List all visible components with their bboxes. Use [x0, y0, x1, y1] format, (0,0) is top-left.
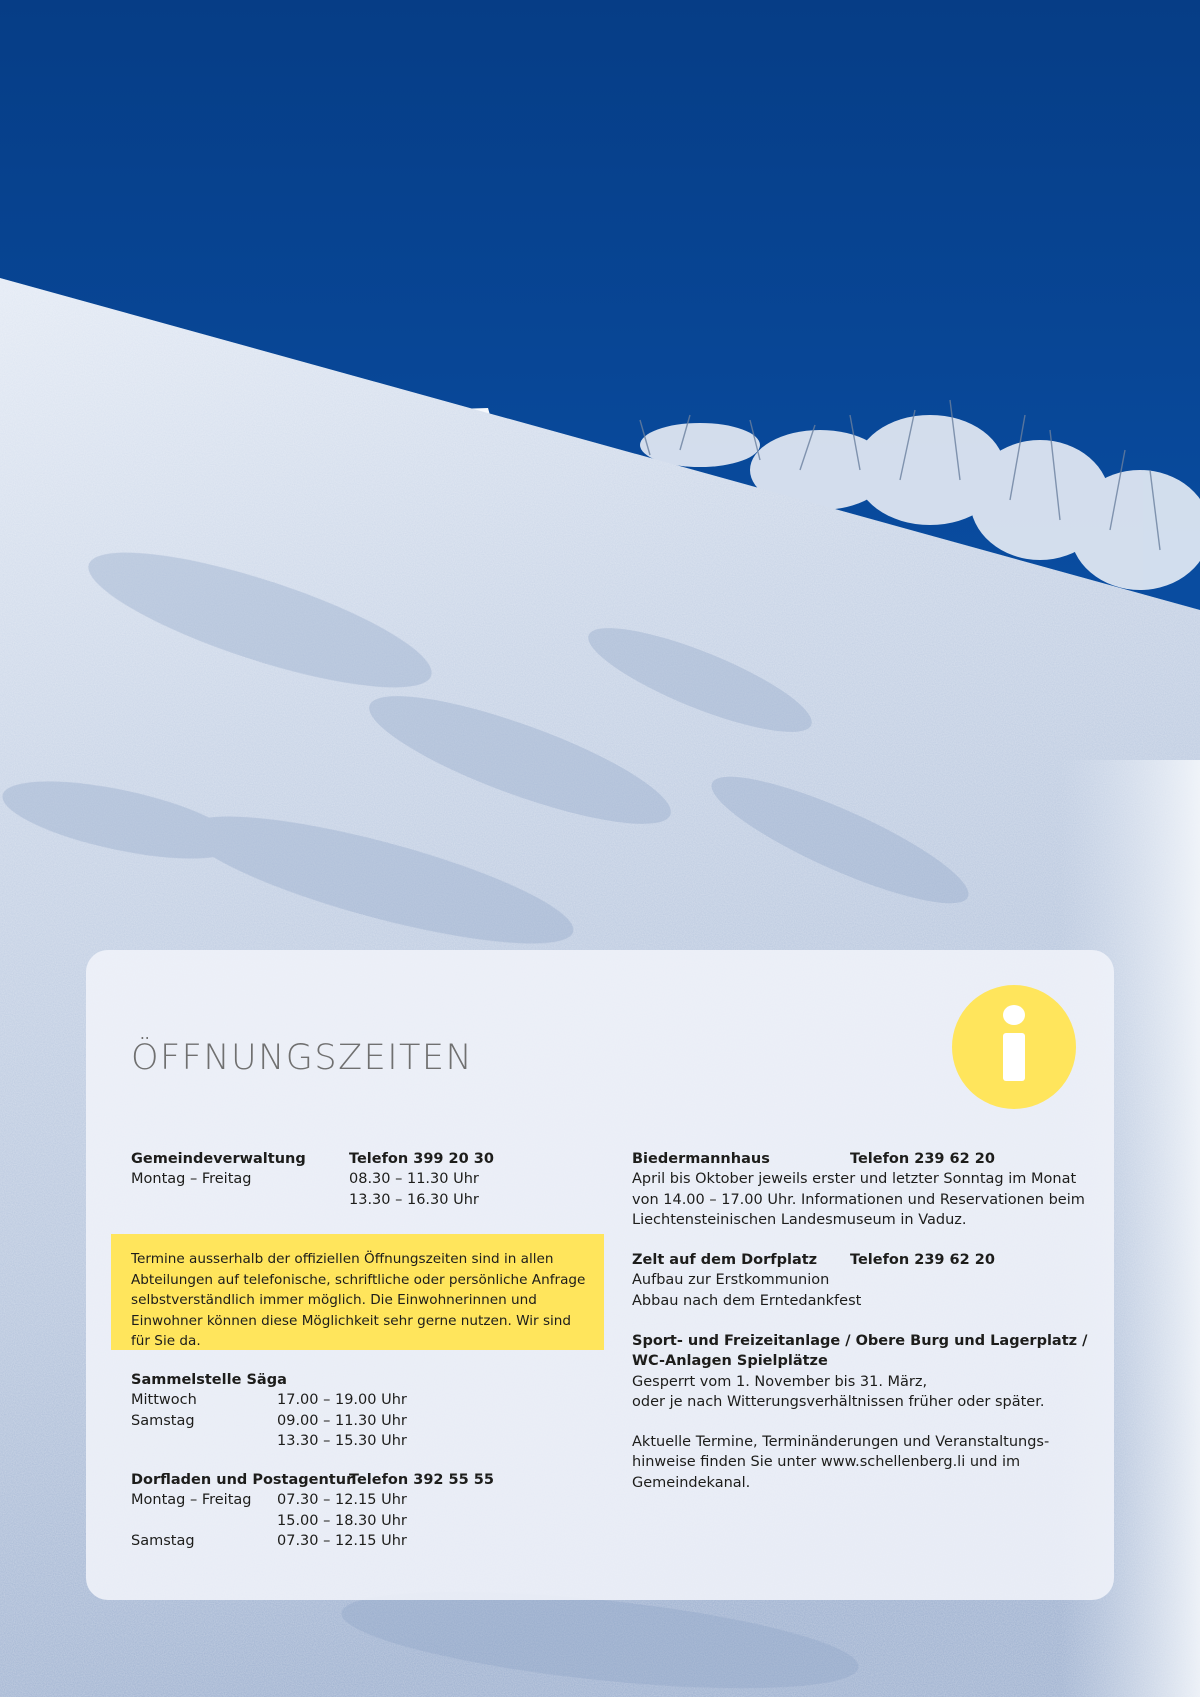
- block-name: Zelt auf dem Dorfplatz: [632, 1252, 818, 1268]
- gemeindeverwaltung-block: [131, 1149, 571, 1210]
- notice-text: Termine ausserhalb der offiziellen Öffnungszeiten sind in allen Abteilungen auf telefonische, schriftliche oder persönliche Anfrage selbstverständlich immer möglich. Die Einwohnerinnen und Einwohner können diese Möglichkeit sehr gerne nutzen. Wir sind für Sie da.: [131, 1251, 586, 1349]
- sportanlage-block: [632, 1331, 1088, 1412]
- block-name: Sport- und Freizeitanlage / Obere Burg und Lagerplatz /: [632, 1333, 1088, 1349]
- hours-label: Montag – Freitag: [131, 1492, 252, 1509]
- dorfladen-block: [131, 1470, 571, 1551]
- biedermannhaus-block: [632, 1149, 1085, 1230]
- info-line: oder je nach Witterungsverhältnissen früher oder später.: [632, 1393, 1045, 1410]
- block-name: Gemeindeverwaltung: [131, 1151, 306, 1167]
- phone-number: Telefon 399 20 30: [349, 1151, 494, 1167]
- hours-value: 13.30 – 16.30 Uhr: [349, 1191, 479, 1208]
- hours-value: 15.00 – 18.30 Uhr: [277, 1512, 407, 1529]
- info-line: Gemeindekanal.: [632, 1474, 751, 1491]
- notice-box: [111, 1234, 604, 1350]
- hours-value: 17.00 – 19.00 Uhr: [277, 1392, 407, 1409]
- page-title: ÖFFNUNGSZEITEN: [131, 1038, 474, 1078]
- opening-hours-panel: [86, 950, 1114, 1600]
- hours-value: 08.30 – 11.30 Uhr: [349, 1171, 479, 1188]
- info-icon: [952, 985, 1076, 1109]
- hours-label: Samstag: [131, 1532, 195, 1549]
- info-line: Abbau nach dem Erntedankfest: [632, 1292, 862, 1309]
- phone-number: Telefon 239 62 20: [850, 1252, 995, 1268]
- zelt-block: [632, 1250, 1072, 1311]
- hours-label: Mittwoch: [131, 1392, 197, 1409]
- info-line: April bis Oktober jeweils erster und letzter Sonntag im Monat: [632, 1171, 1077, 1188]
- phone-number: Telefon 239 62 20: [850, 1151, 995, 1167]
- info-line: Liechtensteinischen Landesmuseum in Vaduz.: [632, 1211, 967, 1228]
- hours-value: 09.00 – 11.30 Uhr: [277, 1412, 407, 1429]
- hours-value: 13.30 – 15.30 Uhr: [277, 1432, 407, 1449]
- info-line: hinweise finden Sie unter www.schellenberg.li und im: [632, 1454, 1021, 1471]
- info-line: von 14.00 – 17.00 Uhr. Informationen und Reservationen beim: [632, 1191, 1085, 1208]
- hinweis-block: [632, 1432, 1072, 1493]
- hours-value: 07.30 – 12.15 Uhr: [277, 1532, 407, 1549]
- info-line: Aufbau zur Erstkommunion: [632, 1272, 830, 1289]
- block-name: Sammelstelle Säga: [131, 1372, 287, 1388]
- block-name: WC-Anlagen Spielplätze: [632, 1353, 828, 1370]
- block-name: Biedermannhaus: [632, 1151, 770, 1167]
- info-line: Gesperrt vom 1. November bis 31. März,: [632, 1373, 928, 1390]
- hours-label: Samstag: [131, 1412, 195, 1429]
- hours-value: 07.30 – 12.15 Uhr: [277, 1492, 407, 1509]
- hours-label: Montag – Freitag: [131, 1171, 252, 1188]
- block-name: Dorfladen und Postagentur: [131, 1472, 354, 1488]
- phone-number: Telefon 392 55 55: [349, 1472, 494, 1488]
- info-line: Aktuelle Termine, Terminänderungen und Veranstaltungs-: [632, 1434, 1050, 1450]
- sammelstelle-block: [131, 1370, 571, 1451]
